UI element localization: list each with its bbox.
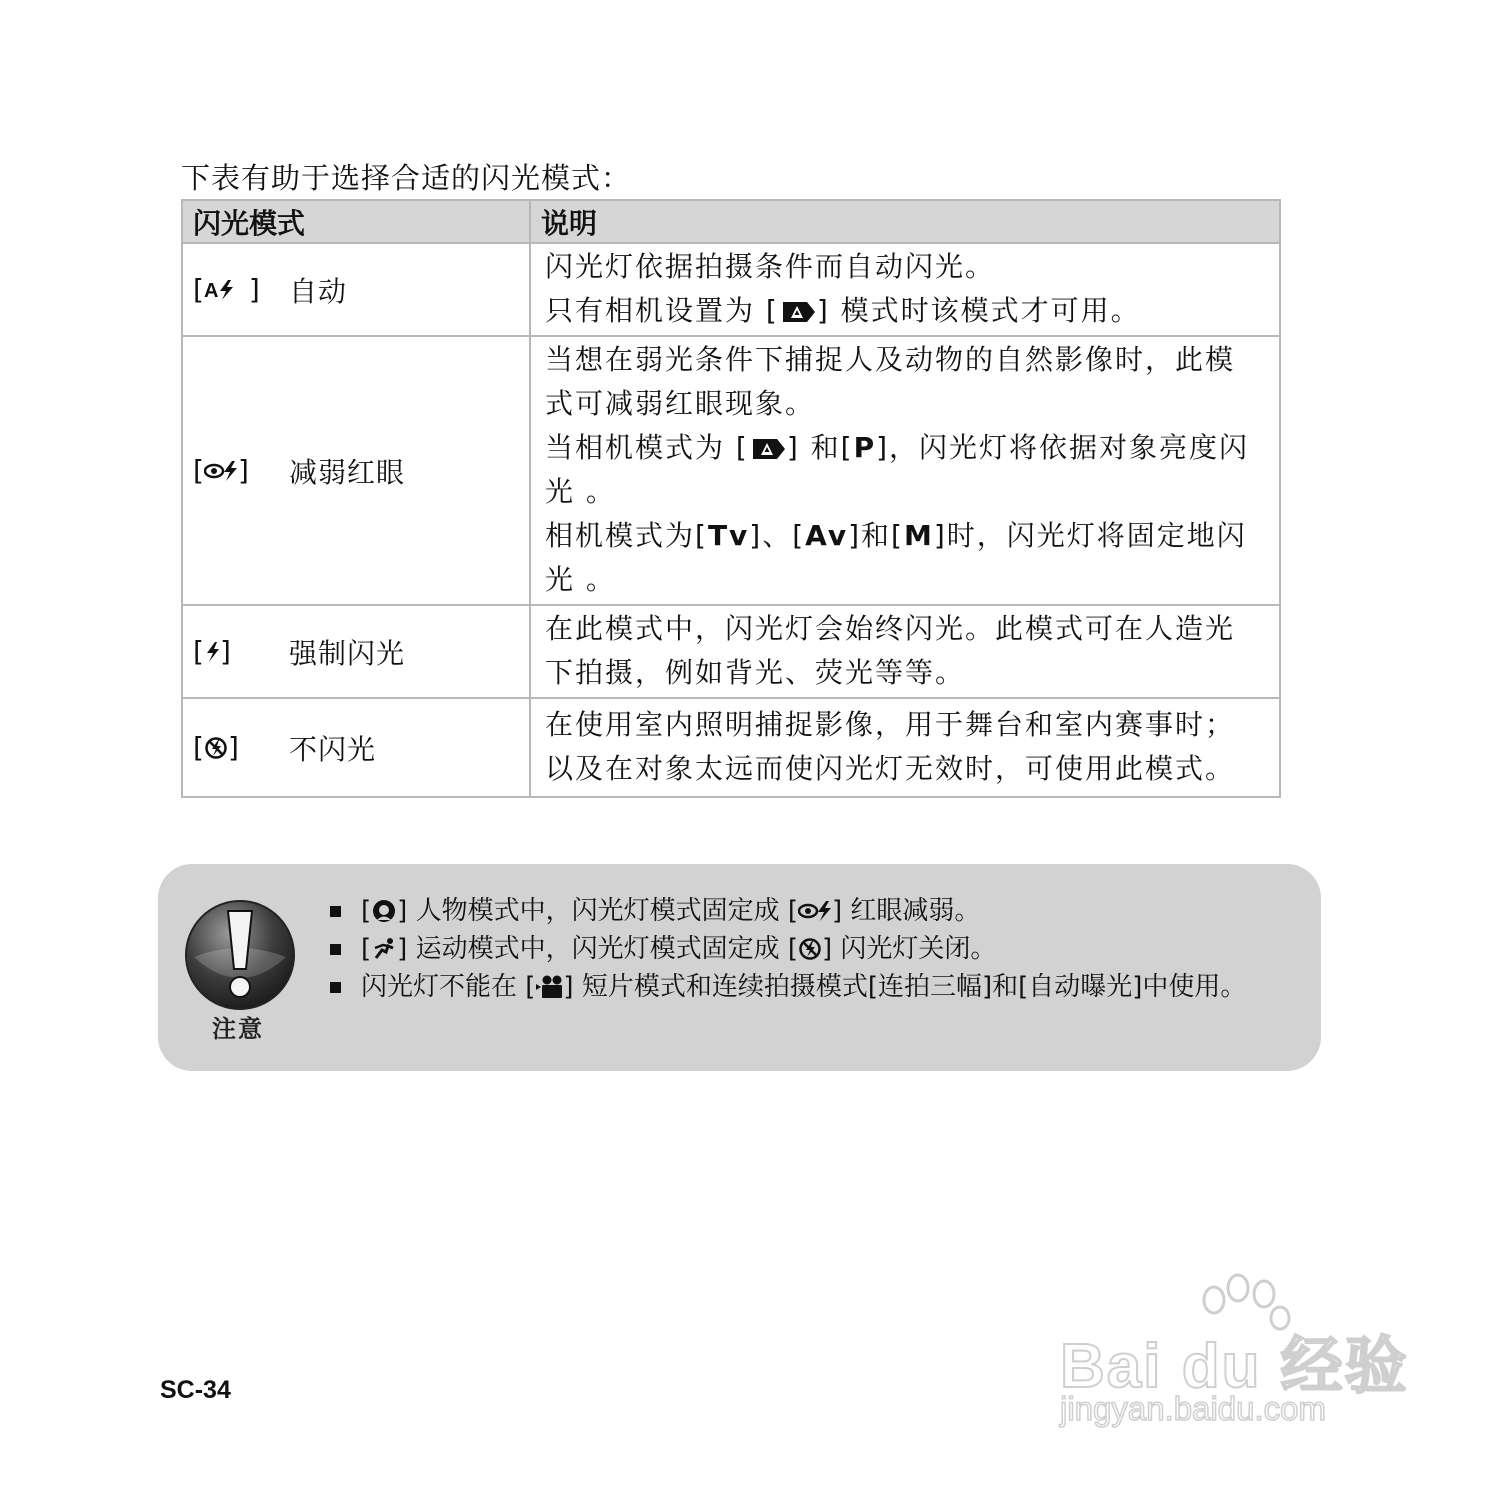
description-line: 闪光灯依据拍摄条件而自动闪光。: [545, 250, 996, 283]
flash-mode-table: [181, 199, 1281, 798]
auto-mode-icon: [779, 300, 817, 324]
note-list: [330, 892, 1246, 1006]
bullet: [330, 944, 341, 955]
header-flash-mode: 闪光模式: [182, 200, 530, 243]
flash-off-icon: [ ]: [193, 731, 239, 764]
flash-off-icon: [798, 937, 822, 961]
description-line: 只有相机设置为 [ ] 模式时该模式才可用。: [545, 294, 1141, 327]
description-line: 在此模式中，闪光灯会始终闪光。此模式可在人造光: [545, 612, 1236, 645]
watermark-url: jingyan.baidu.com: [1060, 1390, 1326, 1427]
description-cell: [530, 336, 1280, 605]
mode-name: 自动: [289, 274, 348, 308]
mode-cell: [182, 605, 530, 698]
description-line: 当想在弱光条件下捕捉人及动物的自然影像时，此模: [545, 343, 1236, 376]
description-line: 光 。: [545, 563, 616, 596]
mode-cell: [182, 698, 530, 797]
warning-exclamation-icon: [184, 899, 296, 1011]
list-item: [ ] 人物模式中，闪光灯模式固定成 [ ] 红眼减弱。: [330, 892, 1246, 930]
list-item: 闪光灯不能在 [ ] 短片模式和连续拍摄模式[连拍三幅]和[自动曝光]中使用。: [330, 968, 1246, 1006]
movie-mode-icon: [535, 974, 563, 1000]
mode-name: 强制闪光: [289, 636, 406, 670]
description-line: 下拍摄，例如背光、荧光等等。: [545, 656, 966, 689]
mode-cell: [182, 336, 530, 605]
portrait-mode-icon: [371, 898, 397, 924]
description-line: 相机模式为[Tv]、[Av]和[M]时，闪光灯将固定地闪: [545, 519, 1247, 552]
mode-name: 减弱红眼: [289, 455, 406, 489]
forced-flash-icon: [ ]: [193, 635, 231, 668]
description-cell: [530, 605, 1280, 698]
watermark-brand: Bai du 经验: [1060, 1332, 1409, 1401]
page-number: SC-34: [160, 1376, 231, 1404]
description-cell: [530, 243, 1280, 336]
note-label: 注意: [212, 1015, 264, 1043]
table-row: [182, 605, 1280, 698]
mode-name: 不闪光: [289, 732, 377, 766]
note-box: [158, 864, 1321, 1071]
description-line: 以及在对象太远而使闪光灯无效时，可使用此模式。: [545, 752, 1236, 785]
table-row: [182, 336, 1280, 605]
header-description: 说明: [530, 200, 1280, 243]
list-item: [ ] 运动模式中，闪光灯模式固定成 [ ] 闪光灯关闭。: [330, 930, 1246, 968]
baidu-watermark: [1060, 1268, 1410, 1448]
description-cell: [530, 698, 1280, 797]
table-row: [182, 243, 1280, 336]
red-eye-reduction-icon: [ ]: [193, 454, 249, 487]
description-line: 式可减弱红眼现象。: [545, 387, 816, 420]
bullet: [330, 982, 341, 993]
svg-text:A: A: [203, 279, 219, 302]
table-header-row: [182, 200, 1280, 243]
auto-mode-icon: [749, 437, 787, 461]
description-line: 光 。: [545, 475, 616, 508]
mode-cell: [182, 243, 530, 336]
table-row: [182, 698, 1280, 797]
bullet: [330, 906, 341, 917]
sports-mode-icon: [371, 936, 397, 962]
flash-auto-icon: [ A ]: [193, 273, 260, 306]
description-line: 当相机模式为 [ ] 和[P]，闪光灯将依据对象亮度闪: [545, 431, 1250, 464]
description-line: 在使用室内照明捕捉影像，用于舞台和室内赛事时；: [545, 708, 1236, 741]
intro-text: 下表有助于选择合适的闪光模式：: [181, 161, 632, 195]
red-eye-reduction-icon: [798, 899, 832, 923]
